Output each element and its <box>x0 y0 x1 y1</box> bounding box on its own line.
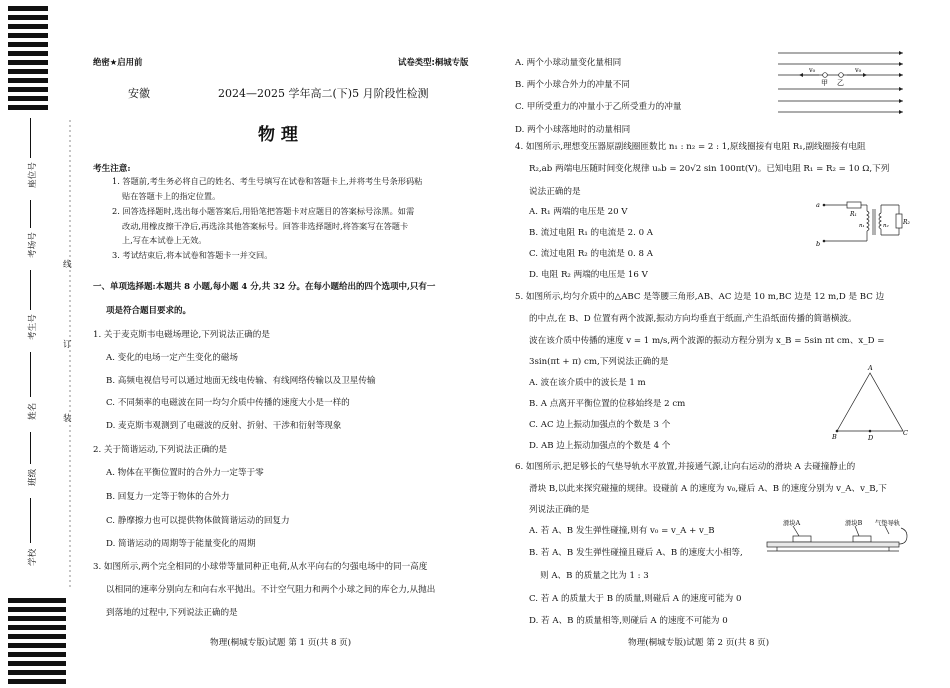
binding-label-seat: 座位号 <box>28 162 38 188</box>
q3-ball-jia: 甲 <box>821 79 828 87</box>
notice-line: 上,写在本试卷上无效。 <box>122 235 207 245</box>
school-line <box>30 498 31 543</box>
q6-option-b-line1: B. 若 A、B 发生弹性碰撞且碰后 A、B 的速度大小相等, <box>529 548 743 558</box>
binding-strip <box>0 0 80 688</box>
q3-option-d: D. 两个小球落地时的动量相同 <box>515 125 631 135</box>
q6-option-a: A. 若 A、B 发生弹性碰撞,则有 v₀ = v_A + v_B <box>529 526 715 536</box>
q3-option-c: C. 甲所受重力的冲量小于乙所受重力的冲量 <box>515 102 682 112</box>
q6-stem-line2: 滑块 B,以此来探究碰撞的规律。设碰前 A 的速度为 v₀,碰后 A、B 的速度分别为 v_A、v_B,下 <box>529 484 887 494</box>
paper-type: 试卷类型:桐城专版 <box>398 57 469 67</box>
q5-option-b: B. A 点离开平衡位置的位移始终是 2 cm <box>529 399 686 409</box>
id-line <box>30 270 31 310</box>
section1-heading: 一、单项选择题:本题共 8 小题,每小题 4 分,共 32 分。在每小题给出的四个选项中,只有一 <box>93 282 436 292</box>
notice-line: 改动,用橡皮擦干净后,再选涂其他答案标号。回答非选择题时,将答案写在答题卡 <box>122 221 409 231</box>
q6-slider-a-label: 滑块A <box>783 520 801 527</box>
binding-label-name: 姓名 <box>28 402 38 420</box>
q6-air-track-figure <box>765 518 911 556</box>
footer-page2: 物理(桐城专版)试题 第 2 页(共 8 页) <box>628 638 770 648</box>
room-line <box>30 200 31 228</box>
binding-label-id: 考生号 <box>28 314 38 340</box>
q5-vertex-c: C <box>903 429 908 437</box>
q1-option-c: C. 不同频率的电磁波在同一均匀介质中传播的速度大小是一样的 <box>106 398 350 408</box>
q4-stem-line1: 4. 如图所示,理想变压器原副线圈匝数比 n₁ : n₂ = 2 : 1,原线圈接有电阻 R₁,副线圈接有电阻 <box>515 142 866 152</box>
section1-heading-cont: 项是符合题目要求的。 <box>106 306 192 316</box>
notice-line: 3. 考试结束后,将本试卷和答题卡一并交回。 <box>112 250 273 260</box>
q3-ball-yi: 乙 <box>837 79 844 87</box>
q3-option-b: B. 两个小球合外力的冲量不同 <box>515 80 630 90</box>
q3-v0-label-right: v₀ <box>855 66 862 74</box>
q4-terminal-b: b <box>816 240 821 248</box>
q2-option-a: A. 物体在平衡位置时的合外力一定等于零 <box>106 468 264 478</box>
q3-stem-line3: 到落地的过程中,下列说法正确的是 <box>106 608 238 618</box>
cut-mark-install: 装 <box>63 414 72 424</box>
binding-label-school: 学校 <box>28 548 38 566</box>
q5-vertex-a: A <box>868 364 873 372</box>
q6-slider-b-label: 滑块B <box>845 520 863 527</box>
q5-stem-line4: 3sin(πt + π) cm,下列说法正确的是 <box>529 357 669 367</box>
q4-option-a: A. R₁ 两端的电压是 20 V <box>529 207 628 217</box>
notice-title: 考生注意: <box>93 164 131 174</box>
q6-stem-line1: 6. 如图所示,把足够长的气垫导轨水平放置,并接通气源,让向右运动的滑块 A 去碰撞静止的 <box>515 462 856 472</box>
secret-mark: 绝密★启用前 <box>93 57 143 67</box>
q4-option-c: C. 流过电阻 R₂ 的电流是 0. 8 A <box>529 249 653 259</box>
cut-mark-bind: 订 <box>63 340 72 350</box>
q5-option-c: C. AC 边上振动加强点的个数是 3 个 <box>529 420 671 430</box>
notice-line: 2. 回答选择题时,选出每小题答案后,用铅笔把答题卡对应题目的答案标号涂黑。如需 <box>112 206 415 216</box>
q6-stem-line3: 列说法正确的是 <box>529 505 590 515</box>
q5-vertex-b: B <box>832 433 837 441</box>
q3-stem-line1: 3. 如图所示,两个完全相同的小球带等量同种正电荷,从水平向右的匀强电场中的同一高度 <box>93 562 428 572</box>
q2-option-c: C. 静摩擦力也可以提供物体做简谐运动的回复力 <box>106 516 290 526</box>
q4-stem-line2: R₂,ab 两端电压随时间变化规律 uₐb = 20√2 sin 100πt(V)。已知电阻 R₁ = R₂ = 10 Ω,下列 <box>529 164 890 174</box>
q4-n1-label: n₁ <box>859 223 865 229</box>
q5-triangle-figure <box>828 363 912 443</box>
q3-v0-label-left: v₀ <box>809 66 816 74</box>
binding-label-class: 班级 <box>28 468 38 486</box>
q6-rail-label: 气垫导轨 <box>875 520 901 527</box>
q2-option-b: B. 回复力一定等于物体的合外力 <box>106 492 230 502</box>
q1-option-a: A. 变化的电场一定产生变化的磁场 <box>106 353 238 363</box>
q4-transformer-figure <box>815 197 910 249</box>
q2-option-d: D. 简谐运动的周期等于能量变化的周期 <box>106 539 256 549</box>
q4-r2-label: R₂ <box>903 219 910 226</box>
footer-page1: 物理(桐城专版)试题 第 1 页(共 8 页) <box>210 638 352 648</box>
q4-n2-label: n₂ <box>883 223 889 229</box>
q5-point-d: D <box>868 434 874 442</box>
name-line <box>30 352 31 397</box>
q5-stem-line2: 的中点,在 B、D 位置有两个波源,振动方向均垂直于纸面,产生沿纸面传播的简谐横波。 <box>529 314 857 324</box>
q4-option-d: D. 电阻 R₂ 两端的电压是 16 V <box>529 270 648 280</box>
q5-stem-line3: 波在该介质中传播的速度 v = 1 m/s,两个波源的振动方程分别为 x_B = 5sin πt cm、x_D = <box>529 336 885 346</box>
q5-option-d: D. AB 边上振动加强点的个数是 4 个 <box>529 441 671 451</box>
q1-option-b: B. 高频电视信号可以通过地面无线电传输、有线网络传输以及卫星传输 <box>106 376 376 386</box>
q3-stem-line2: 以相同的速率分别向左和向右水平抛出。不计空气阻力和两个小球之间的库仑力,从抛出 <box>106 585 436 595</box>
q1-stem: 1. 关于麦克斯韦电磁场理论,下列说法正确的是 <box>93 330 270 340</box>
q1-option-d: D. 麦克斯韦观测到了电磁波的反射、折射、干涉和衍射等现象 <box>106 421 342 431</box>
q4-r1-label: R₁ <box>850 211 857 218</box>
q4-stem-line3: 说法正确的是 <box>529 187 581 197</box>
q4-terminal-a: a <box>816 201 820 209</box>
q3-field-figure <box>775 48 907 124</box>
q6-option-b-line2: 则 A、B 的质量之比为 1 : 3 <box>540 571 649 581</box>
binding-label-room: 考场号 <box>28 232 38 258</box>
class-line <box>30 432 31 464</box>
q6-option-d: D. 若 A、B 的质量相等,则碰后 A 的速度不可能为 0 <box>529 616 728 626</box>
notice-line: 1. 答题前,考生务必将自己的姓名、考生号填写在试卷和答题卡上,并将考生号条形码粘 <box>112 176 423 186</box>
q3-option-a: A. 两个小球动量变化量相同 <box>515 58 622 68</box>
cut-mark-line: 线 <box>63 260 72 270</box>
seat-line <box>30 118 31 158</box>
q6-option-c: C. 若 A 的质量大于 B 的质量,则碰后 A 的速度可能为 0 <box>529 594 742 604</box>
q5-stem-line1: 5. 如图所示,均匀介质中的△ABC 是等腰三角形,AB、AC 边是 10 m,BC 边是 12 m,D 是 BC 边 <box>515 292 885 302</box>
q4-option-b: B. 流过电阻 R₁ 的电流是 2. 0 A <box>529 228 653 238</box>
q5-option-a: A. 波在该介质中的波长是 1 m <box>529 378 646 388</box>
notice-line: 贴在答题卡上的指定位置。 <box>122 191 221 201</box>
exam-province: 安徽 <box>128 87 150 100</box>
subject-title: 物 理 <box>258 125 298 145</box>
q2-stem: 2. 关于简谐运动,下列说法正确的是 <box>93 445 227 455</box>
exam-title: 2024—2025 学年高二(下)5 月阶段性检测 <box>218 87 429 100</box>
